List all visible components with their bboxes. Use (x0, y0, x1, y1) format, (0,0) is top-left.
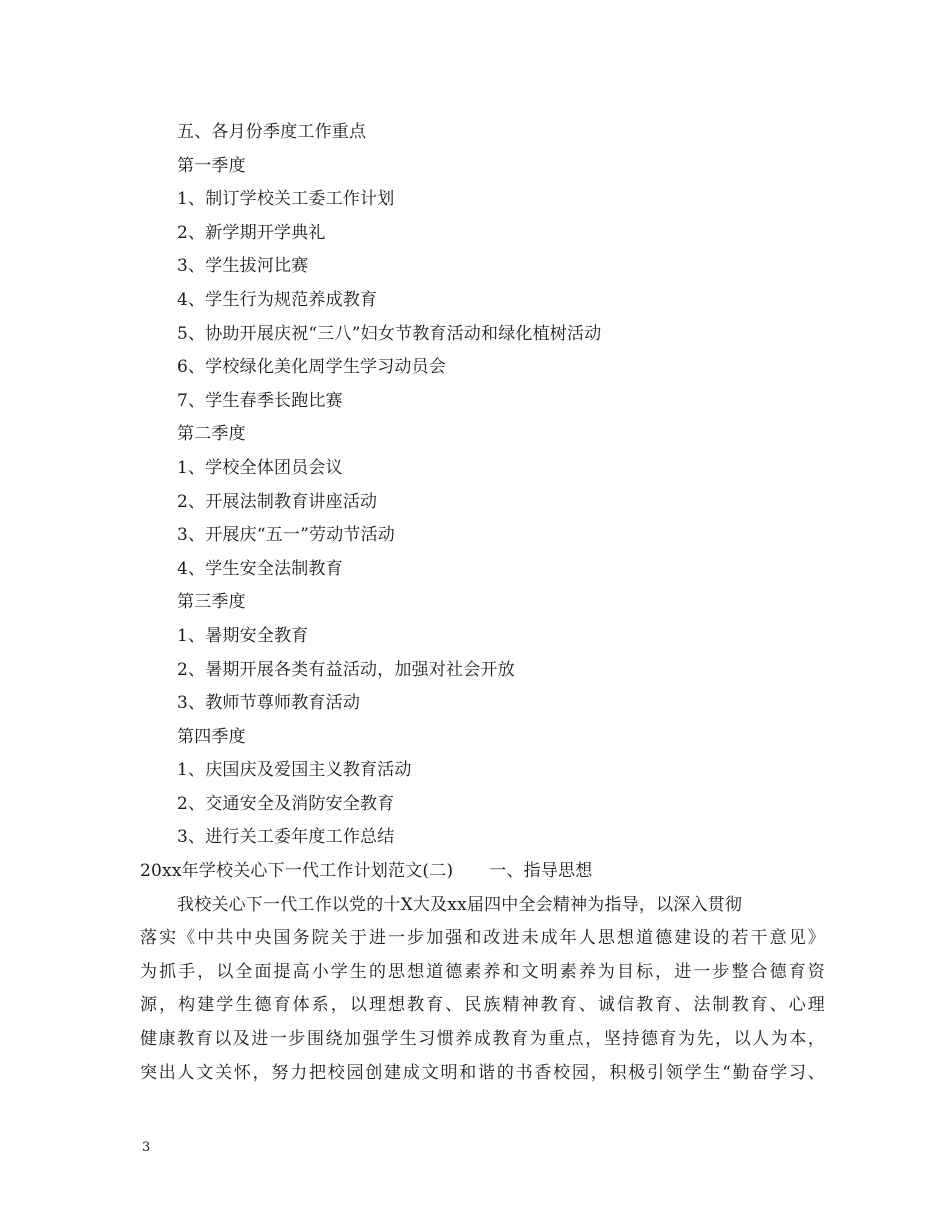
document-title-line (0, 855, 950, 889)
list-item: 3、教师节尊师教育活动 (177, 693, 361, 714)
list-item: 2、交通安全及消防安全教育 (177, 793, 395, 814)
paragraph-line: 我校关心下一代工作以党的十X大及xx届四中全会精神为指导，以深入贯彻 (177, 894, 743, 915)
list-item: 1、暑期安全教育 (177, 625, 309, 646)
paragraph-line: 落实《中共中央国务院关于进一步加强和改进未成年人思想道德建设的若干意见》 (140, 928, 825, 949)
paragraph-line: 健康教育以及进一步围绕加强学生习惯养成教育为重点，坚持德育为先，以人为本， (140, 1029, 825, 1050)
section-heading: 五、各月份季度工作重点 (177, 122, 367, 142)
list-item: 4、学生安全法制教育 (177, 558, 343, 579)
document-subheading: 一、指导思想 (489, 861, 593, 882)
list-item: 1、庆国庆及爱国主义教育活动 (177, 760, 412, 781)
list-item: 3、开展庆“五一”劳动节活动 (177, 525, 395, 546)
list-item: 3、进行关工委年度工作总结 (177, 827, 395, 848)
list-item: 4、学生行为规范养成教育 (177, 289, 378, 310)
paragraph-line: 突出人文关怀，努力把校园创建成文明和谐的书香校园，积极引领学生“勤奋学习、 (140, 1062, 825, 1083)
list-item: 7、学生春季长跑比赛 (177, 390, 343, 411)
quarter-title: 第二季度 (177, 424, 246, 445)
list-item: 5、协助开展庆祝“三八”妇女节教育活动和绿化植树活动 (177, 323, 602, 344)
list-item: 2、新学期开学典礼 (177, 222, 326, 243)
page-number: 3 (142, 1140, 151, 1155)
list-item: 2、暑期开展各类有益活动，加强对社会开放 (177, 659, 515, 680)
paragraph-line: 为抓手，以全面提高小学生的思想道德素养和文明素养为目标，进一步整合德育资 (140, 961, 825, 982)
list-item: 2、开展法制教育讲座活动 (177, 491, 378, 512)
quarter-title: 第三季度 (177, 592, 246, 613)
list-item: 6、学校绿化美化周学生学习动员会 (177, 357, 447, 378)
list-item: 3、学生拔河比赛 (177, 256, 309, 277)
paragraph-line: 源，构建学生德育体系，以理想教育、民族精神教育、诚信教育、法制教育、心理 (140, 995, 825, 1016)
list-item: 1、制订学校关工委工作计划 (177, 189, 395, 210)
list-item: 1、学校全体团员会议 (177, 457, 343, 478)
quarter-title: 第一季度 (177, 155, 246, 176)
quarter-title: 第四季度 (177, 726, 246, 747)
document-title: 20xx年学校关心下一代工作计划范文(二) (140, 861, 454, 882)
document-body (0, 116, 950, 1090)
